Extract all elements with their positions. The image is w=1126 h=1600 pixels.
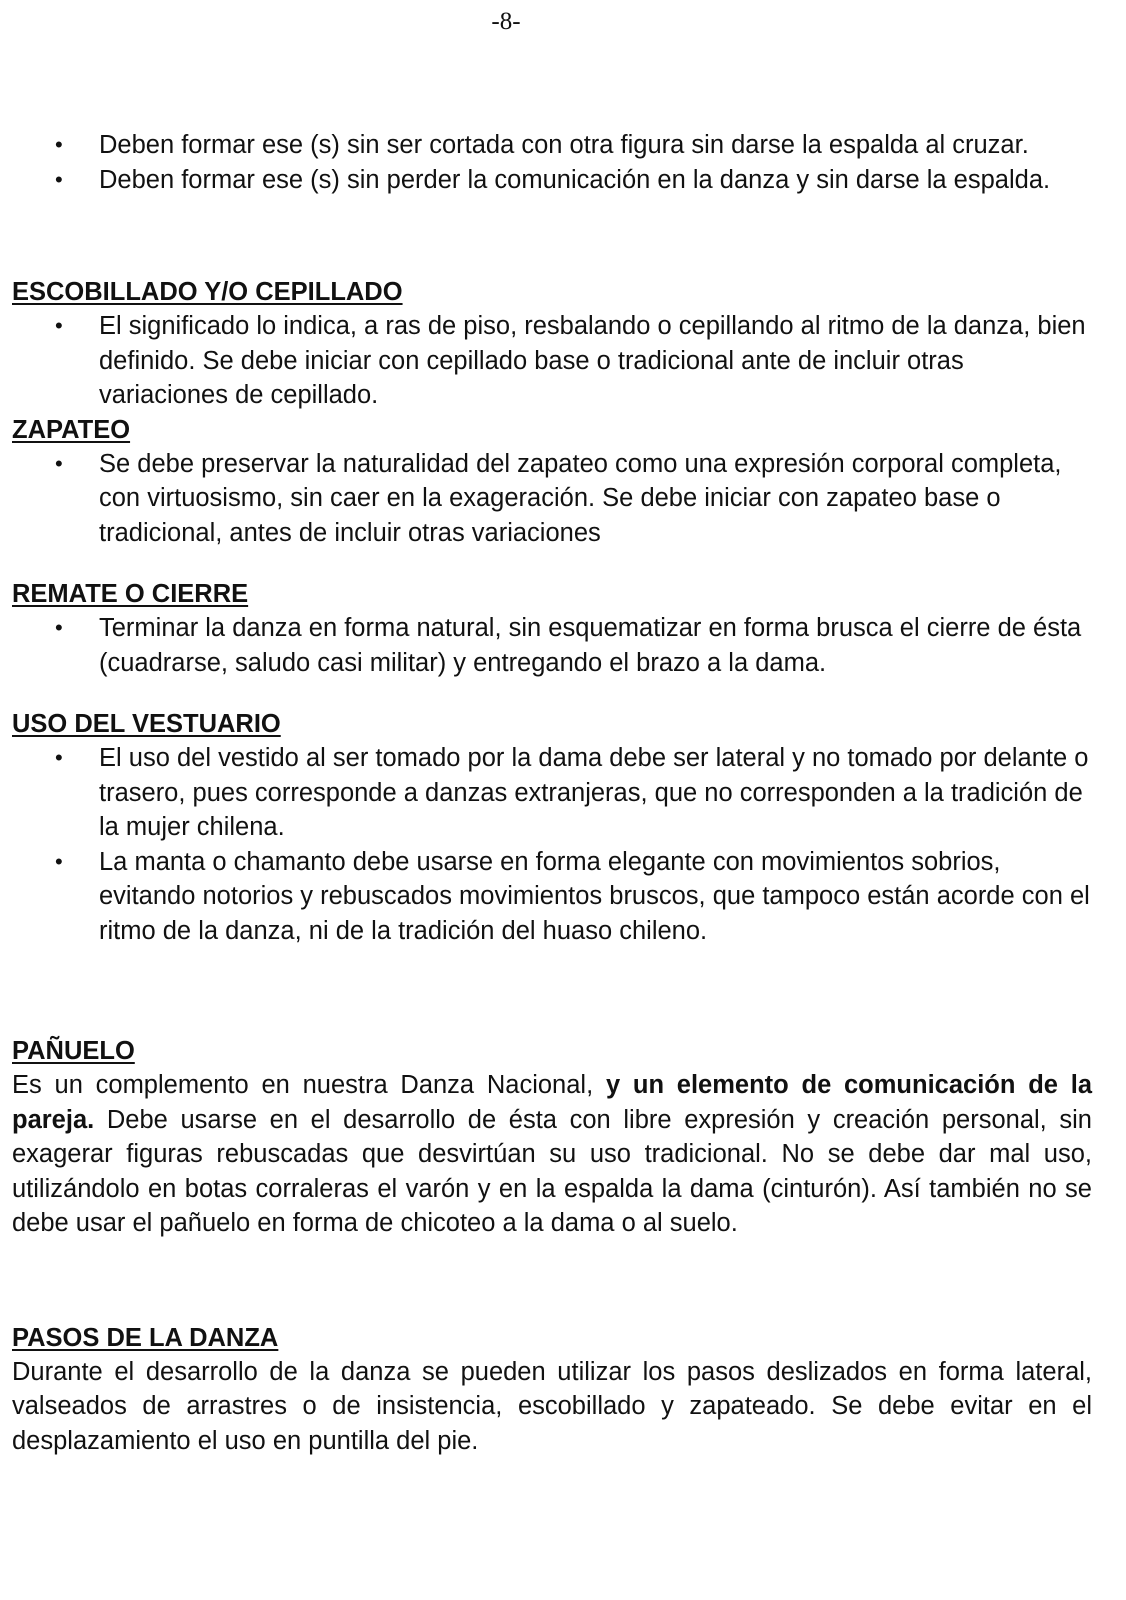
bullet-list [12,611,1092,680]
section-zapateo [12,413,1092,551]
list-item: • Deben formar ese (s) sin perder la comunicación en la danza y sin darse la espalda. [12,163,1092,198]
list-item: • Se debe preservar la naturalidad del zapateo como una expresión corporal completa, con virtuosismo, sin caer en la exageración. Se debe iniciar con zapateo base o tradicional, antes de incluir otras variaciones [12,447,1092,551]
section-paragraph [12,1068,1092,1241]
section-heading: REMATE O CIERRE [12,580,249,608]
paragraph-bold-text: y un elemento de comunicación de la pareja. [12,1071,1092,1134]
list-item: • El significado lo indica, a ras de piso, resbalando o cepillando al ritmo de la danza, bien definido. Se debe iniciar con cepillado base o tradicional ante de incluir otras variaciones de cepillado. [12,309,1092,413]
section-panuelo [12,1034,1092,1241]
list-item: • El uso del vestido al ser tomado por la dama debe ser lateral y no tomado por delante o trasero, pues corresponde a danzas extranjeras, que no corresponden a la tradición de la mujer chilena. [12,741,1092,845]
bullet-list [12,741,1092,948]
section-heading: ZAPATEO [12,415,131,444]
bullet-list [12,309,1092,413]
section-paragraph: Durante el desarrollo de la danza se pueden utilizar los pasos deslizados en forma lateral, valseados de arrastres o de insistencia, escobillado y zapateado. Se debe evitar en el desplazamiento el uso en puntilla del pie. [12,1357,1092,1455]
bullet-list [12,447,1092,551]
paragraph-text: Es un complemento en nuestra Danza Nacional, [12,1071,606,1099]
page-number: -8- [491,8,521,35]
list-item: • Terminar la danza en forma natural, sin esquematizar en forma brusca el cierre de ésta (cuadrarse, saludo casi militar) y entregando el brazo a la dama. [12,611,1092,680]
section-remate [12,577,1092,680]
section-heading: PAÑUELO [12,1037,135,1065]
document-body [12,128,1092,1458]
list-item: • La manta o chamanto debe usarse en forma elegante con movimientos sobrios, evitando notorios y rebuscados movimientos bruscos, que tampoco están acorde con el ritmo de la danza, ni de la tradición del huaso chileno. [12,845,1092,949]
list-item: • Deben formar ese (s) sin ser cortada con otra figura sin darse la espalda al cruzar. [12,128,1092,163]
section-heading: USO DEL VESTUARIO [12,710,281,738]
section-vestuario [12,707,1092,948]
section-heading: PASOS DE LA DANZA [12,1323,279,1352]
section-escobillado [12,275,1092,413]
intro-bullet-list [12,128,1092,197]
paragraph-text: Debe usarse en el desarrollo de ésta con libre expresión y creación personal, sin exagerar figuras rebuscadas que desvirtúan su uso tradicional. No se debe dar mal uso, utilizándolo en botas corraleras el varón y en la espalda la dama (cinturón). Así también no se debe usar el pañuelo en forma de chicoteo a la dama o al suelo. [12,1105,1092,1237]
section-heading: ESCOBILLADO Y/O CEPILLADO [12,278,403,306]
section-pasos [12,1321,1092,1459]
